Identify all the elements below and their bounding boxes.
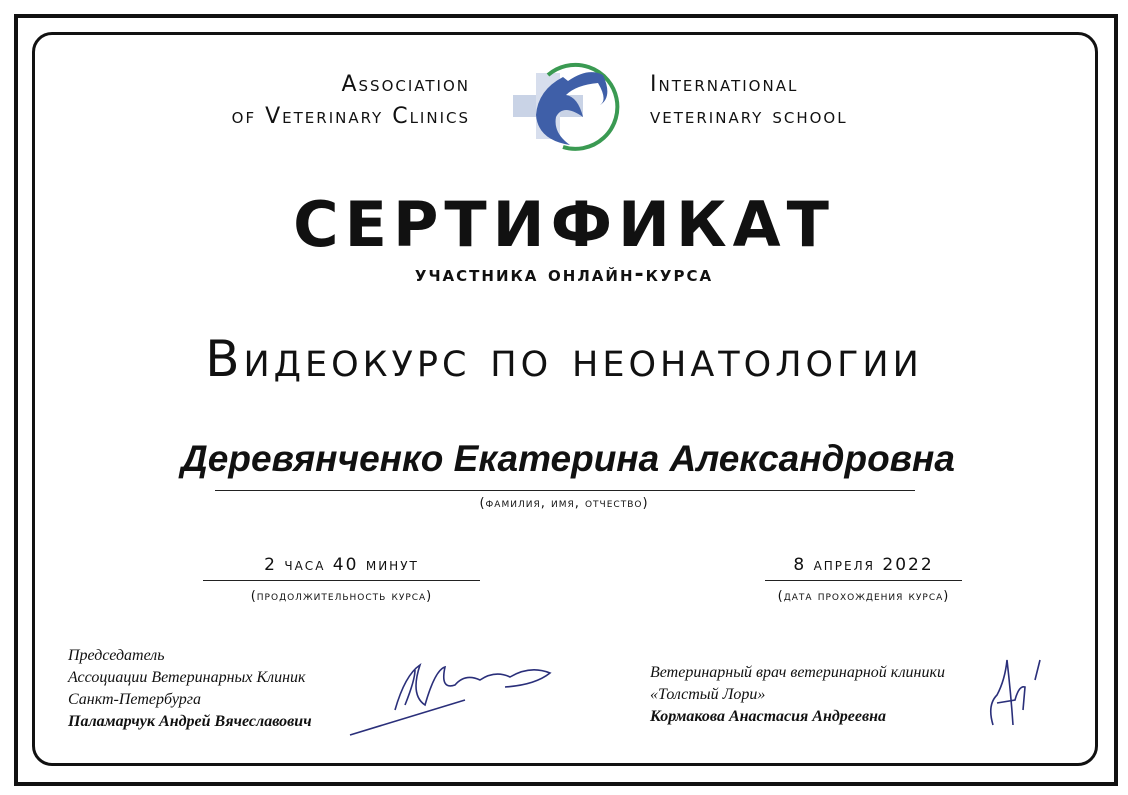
course-duration: 2 часа 40 минут — [264, 555, 419, 575]
left-signatory-block — [68, 645, 312, 733]
completion-date: 8 апреля 2022 — [793, 555, 934, 575]
logo-icon — [508, 55, 633, 155]
recipient-name: Деревянченко Екатерина Александровна — [181, 438, 955, 479]
date-underline — [765, 580, 962, 581]
right-signatory-name: Кормакова Анастасия Андреевна — [650, 708, 887, 725]
duration-caption: (продолжительность курса) — [250, 589, 433, 604]
association-line1: Association — [341, 72, 470, 97]
date-caption: (дата прохождения курса) — [777, 589, 950, 604]
association-line2: of Veterinary Clinics — [231, 104, 470, 129]
right-signatory-block — [650, 662, 945, 728]
right-signatory-title: Ветеринарный врач ветеринарной клиники — [650, 664, 945, 681]
left-signature-icon — [345, 655, 560, 740]
left-signatory-org: Ассоциации Ветеринарных Клиник — [68, 669, 306, 686]
left-signatory-name: Паламарчук Андрей Вячеславович — [68, 713, 312, 730]
duration-underline — [203, 580, 480, 581]
school-line1: International — [650, 72, 799, 97]
school-line2: veterinary school — [650, 104, 848, 129]
left-signatory-city: Санкт-Петербурга — [68, 691, 201, 708]
name-underline — [215, 490, 915, 491]
certificate-subtitle: участника онлайн-курса — [414, 262, 714, 287]
certificate-title: СЕРТИФИКАТ — [293, 188, 835, 261]
name-caption: (фамилия, имя, отчество) — [479, 496, 649, 511]
course-title: Видеокурс по неонатологии — [205, 330, 923, 388]
left-signatory-title: Председатель — [68, 647, 165, 664]
right-signature-icon — [985, 655, 1055, 730]
right-signatory-org: «Толстый Лори» — [650, 686, 766, 703]
